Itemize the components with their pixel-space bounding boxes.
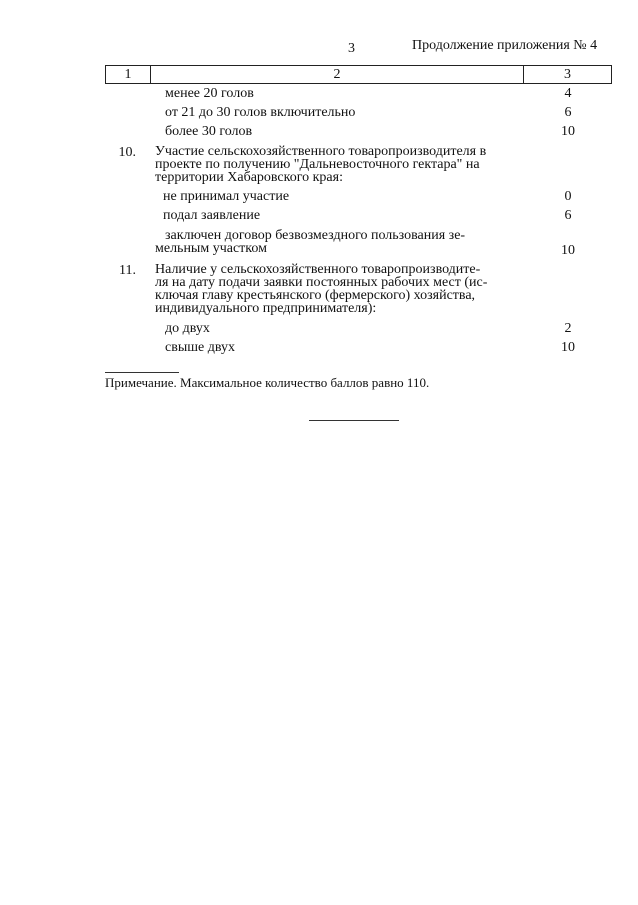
item11-title-line: Наличие у сельскохозяйственного товаропроизводите- bbox=[155, 262, 481, 277]
option-text: менее 20 голов bbox=[165, 86, 254, 101]
option-score: 4 bbox=[564, 86, 572, 101]
option-score: 10 bbox=[561, 243, 575, 258]
item11-title-line: индивидуального предпринимателя): bbox=[155, 301, 377, 316]
option-text: до двух bbox=[165, 321, 210, 336]
end-divider bbox=[309, 420, 399, 421]
option-text: свыше двух bbox=[165, 340, 235, 355]
option-text: подал заявление bbox=[163, 208, 261, 223]
page-number: 3 bbox=[348, 41, 355, 56]
option-score: 6 bbox=[564, 208, 572, 223]
option-score: 10 bbox=[561, 124, 575, 139]
item11-title-line: ключая главу крестьянского (фермерского) хозяйства, bbox=[155, 288, 476, 303]
column-header-2: 2 bbox=[151, 66, 524, 83]
item-number-10: 10. bbox=[118, 145, 136, 160]
item10-title-line: территории Хабаровского края: bbox=[155, 170, 343, 185]
footnote-divider bbox=[105, 372, 179, 373]
table-column-header bbox=[105, 65, 612, 84]
item10-title-line: проекте по получению "Дальневосточного гектара" на bbox=[155, 157, 480, 172]
note: Примечание. Максимальное количество баллов равно 110. bbox=[105, 375, 430, 390]
option-score: 0 bbox=[564, 189, 572, 204]
column-header-1: 1 bbox=[106, 66, 151, 83]
column-header-3: 3 bbox=[564, 66, 571, 82]
continuation-label: Продолжение приложения № 4 bbox=[412, 38, 598, 53]
item11-title-line: ля на дату подачи заявки постоянных рабочих мест (ис- bbox=[155, 275, 488, 290]
option-text-line: заключен договор безвозмездного пользования зе- bbox=[165, 228, 466, 243]
option-text: не принимал участие bbox=[163, 189, 290, 204]
option-score: 10 bbox=[561, 340, 575, 355]
option-text: более 30 голов bbox=[165, 124, 253, 139]
option-score: 6 bbox=[564, 105, 572, 120]
option-text-line: мельным участком bbox=[155, 241, 267, 256]
option-text: от 21 до 30 голов включительно bbox=[165, 105, 356, 120]
item10-title-line: Участие сельскохозяйственного товаропроизводителя в bbox=[155, 144, 487, 159]
option-score: 2 bbox=[564, 321, 572, 336]
item-number-11: 11. bbox=[119, 263, 136, 278]
